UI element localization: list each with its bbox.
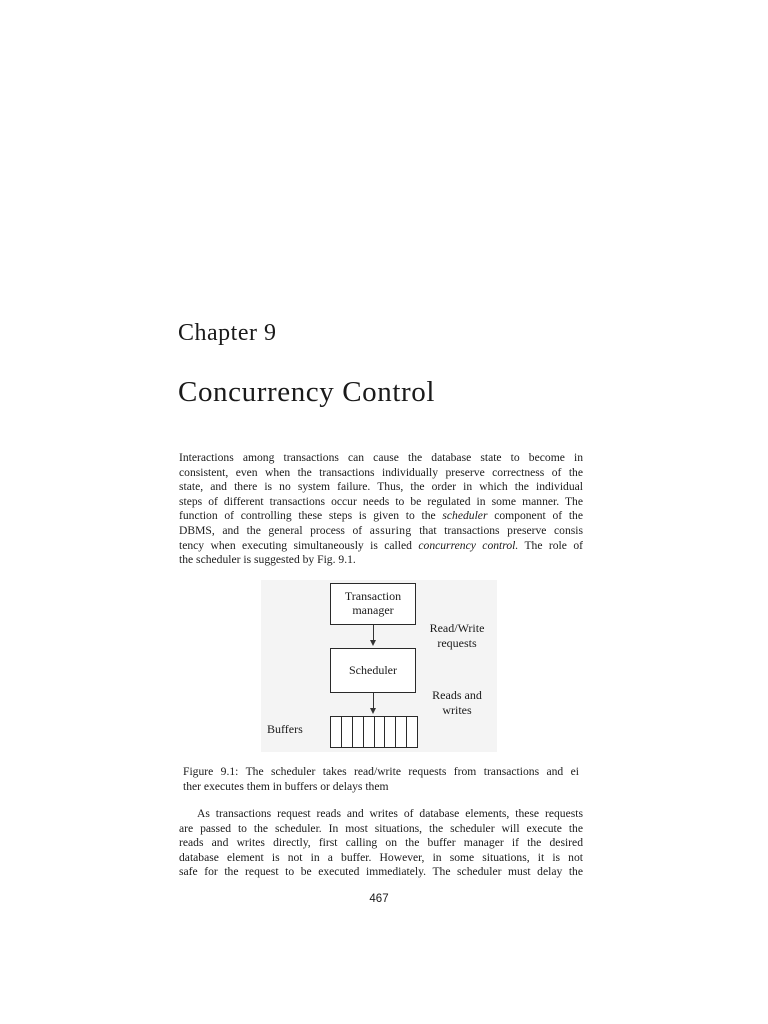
arrow-down-icon	[370, 640, 376, 646]
read-write-requests-label	[423, 621, 491, 651]
text-run: The role of	[524, 538, 583, 552]
paragraph-line: As transactions request reads and writes of database elements, these requests	[197, 807, 583, 820]
emphasis-assuring: assuring	[369, 523, 412, 537]
scheduler-figure	[261, 580, 497, 752]
text-run: DBMS, and the general process of	[179, 523, 363, 537]
arrow-line	[373, 693, 374, 709]
label-line: Read/Write	[429, 621, 485, 635]
buffers-block	[330, 716, 418, 748]
paragraph-line: Interactions among transactions can cause the database state to become in	[179, 451, 583, 464]
emphasis-scheduler: scheduler	[442, 509, 488, 523]
paragraph-line	[179, 509, 583, 524]
chapter-label: Chapter 9	[178, 320, 277, 346]
label-line: requests	[437, 636, 477, 650]
paragraph-line: safe for the request to be executed immediately. The scheduler must delay the	[179, 865, 583, 879]
buffer-slot	[331, 717, 342, 747]
box-label: manager	[352, 603, 394, 617]
caption-line: ther executes them in buffers or delays them	[183, 779, 389, 793]
paragraph-line: are passed to the scheduler. In most situations, the scheduler will execute the	[179, 821, 583, 835]
text-run: component of the	[494, 509, 583, 523]
box-label: Transaction	[344, 589, 402, 603]
intro-paragraph	[179, 451, 583, 568]
paragraph-line: consistent, even when the transactions individually preserve correctness of the	[179, 465, 583, 479]
page-number: 467	[369, 893, 389, 905]
chapter-title: Concurrency Control	[178, 376, 436, 408]
buffer-slot	[375, 717, 386, 747]
paragraph-line: state, and there is no system failure. Thus, the order in which the individual	[179, 480, 583, 494]
buffer-slot	[342, 717, 353, 747]
buffer-slot	[353, 717, 364, 747]
body-paragraph	[179, 807, 583, 880]
paragraph-line	[179, 524, 583, 539]
arrow-down-icon	[370, 708, 376, 714]
emphasis-concurrency-control: concurrency control.	[418, 538, 519, 552]
buffer-slot	[407, 717, 417, 747]
reads-writes-label	[423, 688, 491, 718]
text-run: tency when executing simultaneously is called	[179, 538, 412, 552]
buffer-slot	[396, 717, 407, 747]
paragraph-line: steps of different transactions occur needs to be regulated in some manner. The	[179, 494, 583, 508]
paragraph-line: database element is not in a buffer. However, in some situations, it is not	[179, 850, 583, 864]
figure-caption	[183, 765, 579, 795]
transaction-manager-box	[330, 583, 416, 625]
arrow-line	[373, 625, 374, 641]
buffers-label: Buffers	[267, 722, 303, 736]
label-line: writes	[442, 703, 472, 717]
buffer-slot	[385, 717, 396, 747]
paragraph-line: the scheduler is suggested by Fig. 9.1.	[179, 553, 356, 567]
text-run: that transactions preserve consis	[419, 523, 583, 537]
paragraph-line: reads and writes directly, first calling on the buffer manager if the desired	[179, 836, 583, 850]
label-line: Reads and	[432, 688, 482, 702]
text-run: function of controlling these steps is given to the	[179, 509, 436, 523]
paragraph-line	[179, 539, 583, 554]
caption-line: Figure 9.1: The scheduler takes read/write requests from transactions and ei	[183, 765, 579, 778]
scheduler-box: Scheduler	[330, 648, 416, 693]
buffer-slot	[364, 717, 375, 747]
